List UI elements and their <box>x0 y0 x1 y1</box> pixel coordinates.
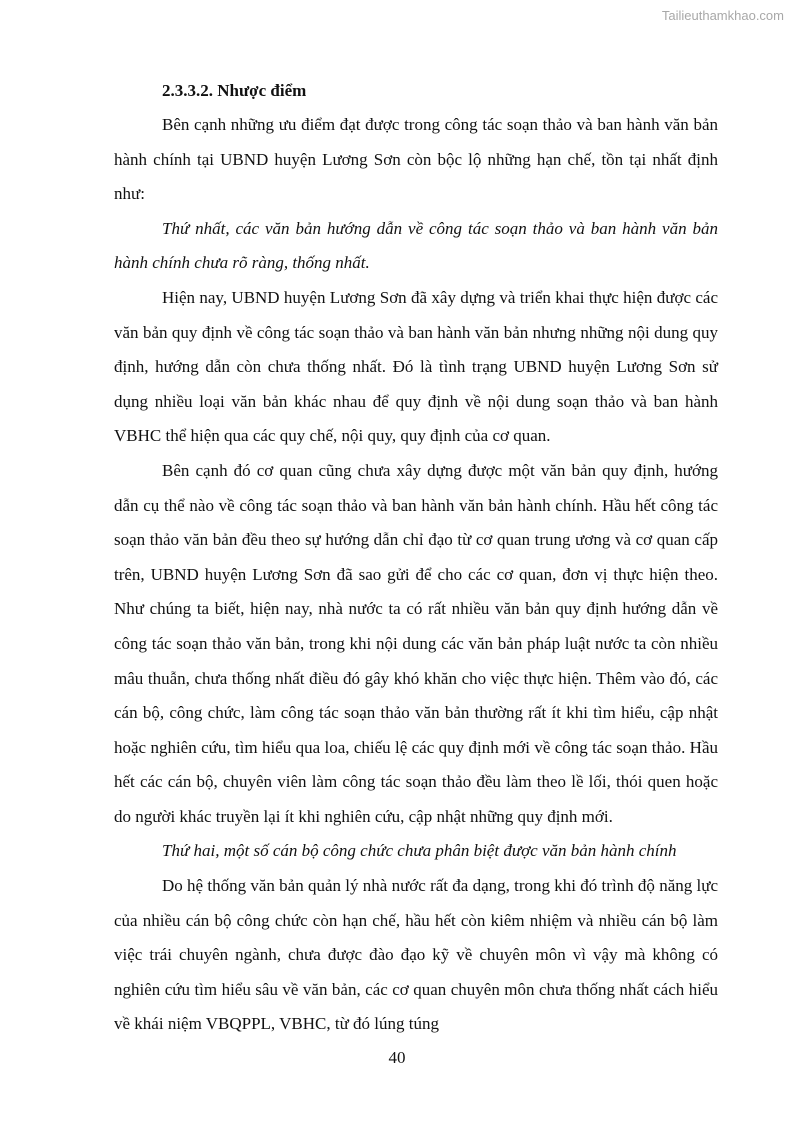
watermark: Tailieuthamkhao.com <box>661 8 784 23</box>
paragraph-point-one: Thứ nhất, các văn bản hướng dẫn về công tác soạn thảo và ban hành văn bản hành chính chưa rõ ràng, thống nhất. <box>114 218 718 273</box>
section-heading: 2.3.3.2. Nhược điểm <box>162 81 307 100</box>
paragraph-intro: Bên cạnh những ưu điểm đạt được trong công tác soạn thảo và ban hành văn bản hành chính tại UBND huyện Lương Sơn còn bộc lộ những hạn chế, tồn tại nhất định như: <box>114 115 718 204</box>
page-content <box>114 74 718 1042</box>
paragraph-reason: Do hệ thống văn bản quản lý nhà nước rất đa dạng, trong khi đó trình độ năng lực của nhiều cán bộ công chức còn hạn chế, hầu hết còn kiêm nhiệm và nhiều cán bộ làm việc trái chuyên ngành, chưa được đào đạo kỹ về chuyên môn vì vậy mà không có nghiên cứu tìm hiểu sâu về văn bản, các cơ quan chuyên môn chưa thống nhất cách hiểu về khái niệm VBQPPL, VBHC, từ đó lúng túng <box>114 876 718 1034</box>
page-number: 40 <box>388 1048 406 1067</box>
paragraph-additional: Bên cạnh đó cơ quan cũng chưa xây dựng được một văn bản quy định, hướng dẫn cụ thể nào về công tác soạn thảo và ban hành văn bản hành chính. Hầu hết công tác soạn thảo văn bản đều theo sự hướng dẫn chỉ đạo từ cơ quan trung ương và cơ quan cấp trên, UBND huyện Lương Sơn đã sao gửi để cho các cơ quan, đơn vị thực hiện theo. Như chúng ta biết, hiện nay, nhà nước ta có rất nhiều văn bản quy định hướng dẫn về công tác soạn thảo văn bản, trong khi nội dung các văn bản pháp luật nước ta còn nhiều mâu thuẫn, chưa thống nhất điều đó gây khó khăn cho việc thực hiện. Thêm vào đó, các cán bộ, công chức, làm công tác soạn thảo văn bản thường rất ít khi tìm hiểu, cập nhật hoặc nghiên cứu, tìm hiểu qua loa, chiếu lệ các quy định mới về công tác soạn thảo. Hầu hết các cán bộ, chuyên viên làm công tác soạn thảo đều làm theo lề lối, thói quen hoặc do người khác truyền lại ít khi nghiên cứu, cập nhật những quy định mới. <box>114 460 718 826</box>
paragraph-current-situation: Hiện nay, UBND huyện Lương Sơn đã xây dựng và triển khai thực hiện được các văn bản quy định về công tác soạn thảo và ban hành văn bản nhưng những nội dung quy định, hướng dẫn còn chưa thống nhất. Đó là tình trạng UBND huyện Lương Sơn sử dụng nhiều loại văn bản khác nhau để quy định về nội dung soạn thảo và ban hành VBHC thể hiện qua các quy chế, nội quy, quy định của cơ quan. <box>114 287 718 446</box>
paragraph-point-two: Thứ hai, một số cán bộ công chức chưa phân biệt được văn bản hành chính <box>162 841 677 861</box>
